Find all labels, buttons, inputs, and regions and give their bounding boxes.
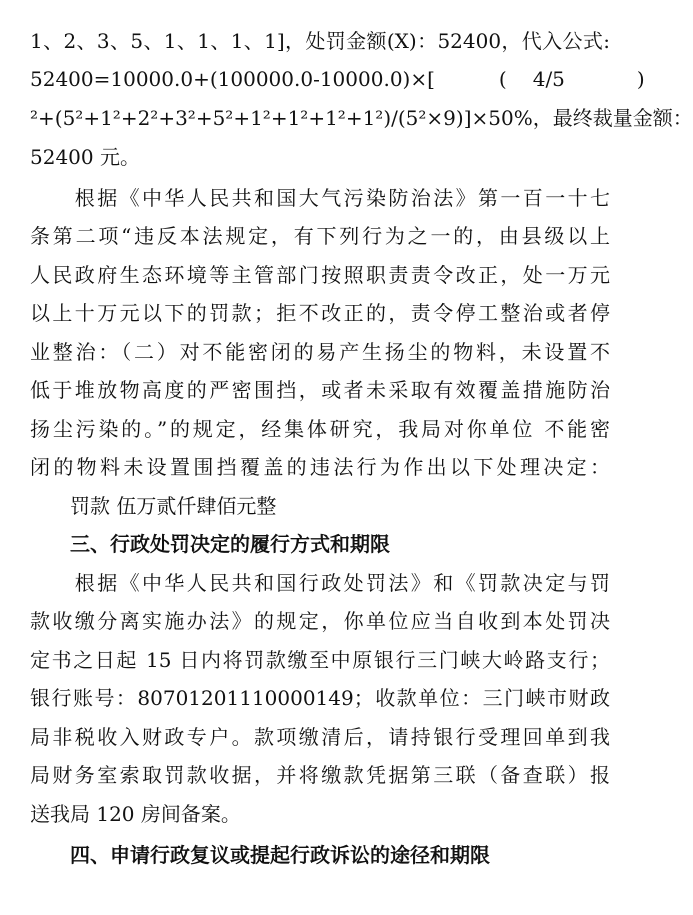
- paragraph-line: 银行账号：80701201110000149；收款单位：三门峡市财政: [30, 686, 610, 710]
- formula-line-1: 1、2、3、5、1、1、1、1]，处罚金额(X)：52400，代入公式:: [30, 29, 610, 53]
- section-4-heading: 四、申请行政复议或提起行政诉讼的途径和期限: [30, 843, 490, 867]
- penalty-amount-line: 罚款 伍万贰仟肆佰元整: [30, 494, 277, 518]
- formula-fraction: 4/5: [532, 67, 565, 91]
- paragraph-line: 局非税收入财政专户。款项缴清后，请持银行受理回单到我: [30, 725, 610, 749]
- paragraph-line: 低于堆放物高度的严密围挡，或者未采取有效覆盖措施防治: [30, 378, 610, 402]
- paragraph-line: 条第二项“违反本法规定，有下列行为之一的，由县级以上: [30, 224, 610, 248]
- paragraph-line: 根据《中华人民共和国大气污染防治法》第一百一十七: [30, 186, 610, 210]
- paragraph-line: 定书之日起 15 日内将罚款缴至中原银行三门峡大岭路支行；: [30, 648, 610, 672]
- paragraph-line: 扬尘污染的。”的规定，经集体研究，我局对你单位 不能密: [30, 417, 610, 441]
- formula-line-2: [30, 66, 645, 92]
- paragraph-line: 闭的物料未设置围挡覆盖的违法行为作出以下处理决定：: [30, 455, 610, 479]
- section-3-heading: 三、行政处罚决定的履行方式和期限: [30, 532, 390, 556]
- formula-left-part: 52400=10000.0+(100000.0-10000.0)×[: [30, 67, 435, 91]
- paragraph-line: 人民政府生态环境等主管部门按照职责责令改正，处一万元: [30, 263, 610, 287]
- formula-paren-close: ): [636, 67, 645, 91]
- formula-paren-open: (: [498, 67, 507, 91]
- paragraph-line: 根据《中华人民共和国行政处罚法》和《罚款决定与罚: [30, 571, 610, 595]
- formula-line-3: ²+(5²+1²+2²+3²+5²+1²+1²+1²+1²)/(5²×9)]×50%，最终裁量金额：: [30, 106, 693, 130]
- paragraph-line: 以上十万元以下的罚款；拒不改正的，责令停工整治或者停: [30, 301, 610, 325]
- paragraph-line: 业整治：（二）对不能密闭的易产生扬尘的物料，未设置不: [30, 340, 610, 364]
- paragraph-line: 送我局 120 房间备案。: [30, 802, 241, 826]
- formula-line-4: 52400 元。: [30, 145, 140, 169]
- paragraph-line: 款收缴分离实施办法》的规定，你单位应当自收到本处罚决: [30, 609, 610, 633]
- paragraph-line: 局财务室索取罚款收据，并将缴款凭据第三联（备查联）报: [30, 763, 610, 787]
